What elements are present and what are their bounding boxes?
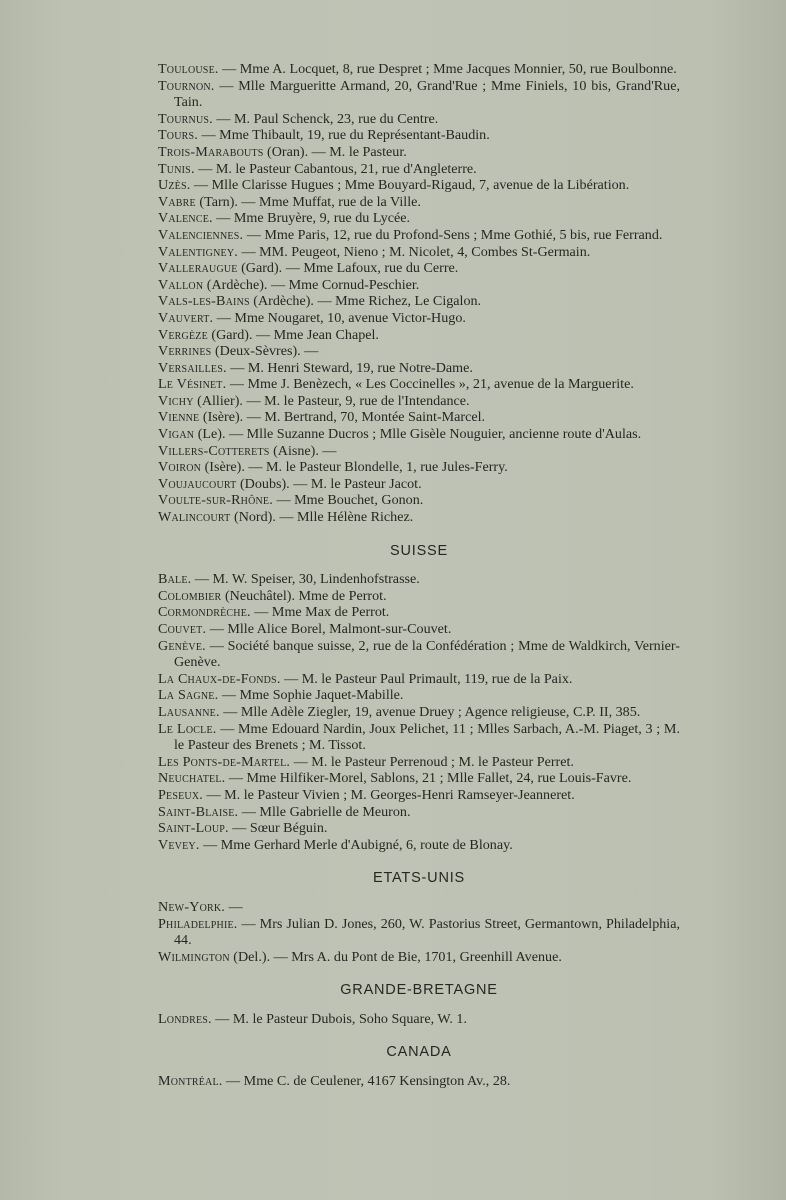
- entry-city: Verrines: [158, 343, 212, 360]
- directory-entry: [158, 409, 680, 426]
- directory-entry: [158, 476, 680, 493]
- entry-details: — M. le Pasteur Vivien ; M. Georges-Henri Ramseyer-Jeanneret.: [202, 786, 575, 803]
- entry-city: Tours.: [158, 127, 199, 144]
- directory-entry: [158, 604, 680, 621]
- entry-details: — Mme Gerhard Merle d'Aubigné, 6, route de Blonay.: [199, 836, 513, 853]
- directory-entry: [158, 61, 680, 78]
- entry-city: Philadelphie.: [158, 915, 238, 932]
- entry-details: — Mlle Gabrielle de Meuron.: [238, 803, 411, 820]
- directory-entry: [158, 949, 680, 966]
- section-title: ETATS-UNIS: [372, 870, 466, 887]
- entry-details: — Mme Hilfiker-Morel, Sablons, 21 ; Mlle Fallet, 24, rue Louis-Favre.: [225, 770, 632, 787]
- entry-city: Montréal.: [158, 1073, 223, 1090]
- directory-entry: [158, 111, 680, 128]
- directory-entry: [158, 754, 680, 771]
- entry-details: — Mrs Julian D. Jones, 260, W. Pastorius Street, Germantown, Philadelphia, 44.: [174, 915, 680, 949]
- entry-details: (Isère). — M. le Pasteur Blondelle, 1, rue Jules-Ferry.: [201, 459, 508, 476]
- entry-city: Tunis.: [158, 160, 195, 177]
- entry-city: Uzès.: [158, 177, 191, 194]
- entry-details: (Isère). — M. Bertrand, 70, Montée Saint-Marcel.: [199, 409, 486, 426]
- entry-details: (Le). — Mlle Suzanne Ducros ; Mlle Gisèle Nouguier, ancienne route d'Aulas.: [194, 426, 642, 443]
- directory-entry: [158, 621, 680, 638]
- entry-city: Valence.: [158, 210, 213, 227]
- country-sections: [158, 543, 680, 1090]
- entry-details: — M. le Pasteur Perrenoud ; M. le Pasteur Perret.: [290, 753, 574, 770]
- directory-entry: [158, 194, 680, 211]
- entry-city: La Sagne.: [158, 687, 219, 704]
- entry-city: Vigan: [158, 426, 195, 443]
- entry-details: (Gard). — Mme Jean Chapel.: [207, 326, 379, 343]
- directory-entry: [158, 899, 680, 916]
- entry-details: — Sœur Béguin.: [228, 820, 328, 837]
- entry-details: — M. Henri Steward, 19, rue Notre-Dame.: [226, 359, 473, 376]
- entry-details: — Mme J. Benèzech, « Les Coccinelles », 21, avenue de la Marguerite.: [226, 376, 634, 393]
- entry-city: Genève.: [158, 637, 206, 654]
- entry-details: — Mme A. Locquet, 8, rue Despret ; Mme Jacques Monnier, 50, rue Boulbonne.: [218, 61, 677, 77]
- entry-details: — Mme Max de Perrot.: [250, 604, 390, 621]
- entry-city: New-York.: [158, 898, 226, 915]
- entry-city: Villers-Cotterets: [158, 442, 270, 459]
- entry-details: — M. le Pasteur Cabantous, 21, rue d'Angleterre.: [194, 160, 477, 177]
- entry-details: (Aisne). —: [269, 442, 337, 459]
- entry-details: — Société banque suisse, 2, rue de la Confédération ; Mme de Waldkirch, Vernier-Genève.: [174, 637, 680, 671]
- entry-details: (Ardèche). — Mme Richez, Le Cigalon.: [249, 293, 482, 310]
- entry-city: Bale.: [158, 571, 192, 588]
- entry-city: Vauvert.: [158, 309, 214, 326]
- entry-details: (Gard). — Mme Lafoux, rue du Cerre.: [237, 260, 459, 277]
- entry-city: Valentigney.: [158, 243, 238, 260]
- entry-details: — Mme Thibault, 19, rue du Représentant-Baudin.: [198, 127, 490, 144]
- entry-details: (Nord). — Mlle Hélène Richez.: [230, 509, 414, 526]
- entry-city: Tournon.: [158, 77, 215, 94]
- directory-entry: [158, 293, 680, 310]
- entry-city: Londres.: [158, 1010, 212, 1027]
- directory-entry: [158, 671, 680, 688]
- directory-entry: [158, 916, 680, 949]
- section-title: SUISSE: [390, 542, 448, 559]
- entry-city: La Chaux-de-Fonds.: [158, 670, 281, 687]
- entry-city: Cormondrèche.: [158, 604, 251, 621]
- entry-city: Vevey.: [158, 836, 200, 853]
- entry-details: (Ardèche). — Mme Cornud-Peschier.: [203, 276, 420, 293]
- entry-details: (Tarn). — Mme Muffat, rue de la Ville.: [195, 193, 421, 210]
- entry-details: (Neuchâtel). Mme de Perrot.: [221, 587, 387, 604]
- directory-entry: [158, 127, 680, 144]
- entry-city: Les Ponts-de-Martel.: [158, 753, 291, 770]
- entry-details: — MM. Peugeot, Nieno ; M. Nicolet, 4, Combes St-Germain.: [237, 243, 591, 260]
- entry-city: Vals-les-Bains: [158, 293, 250, 310]
- directory-entry: [158, 459, 680, 476]
- directory-entry: [158, 310, 680, 327]
- entry-city: Saint-Loup.: [158, 820, 229, 837]
- directory-entry: [158, 687, 680, 704]
- entry-city: Toulouse.: [158, 61, 219, 77]
- entry-details: — M. W. Speiser, 30, Lindenhofstrasse.: [191, 571, 420, 588]
- section-title: GRANDE-BRETAGNE: [340, 982, 498, 999]
- entry-city: Walincourt: [158, 509, 231, 526]
- entry-details: — Mme Nougaret, 10, avenue Victor-Hugo.: [213, 309, 466, 326]
- entry-details: —: [225, 898, 243, 915]
- entry-city: Neuchatel.: [158, 770, 226, 787]
- entry-details: — M. le Pasteur Paul Primault, 119, rue de la Paix.: [280, 670, 573, 687]
- directory-entry: [158, 360, 680, 377]
- entry-city: Lausanne.: [158, 703, 220, 720]
- directory-entry: [158, 443, 680, 460]
- entry-city: Saint-Blaise.: [158, 803, 239, 820]
- directory-entry: [158, 1011, 680, 1028]
- directory-entry: [158, 721, 680, 754]
- directory-entry: [158, 161, 680, 178]
- entry-city: Trois-Marabouts: [158, 143, 264, 160]
- directory-entry: [158, 787, 680, 804]
- entry-city: Valleraugue: [158, 260, 238, 277]
- directory-entry: [158, 260, 680, 277]
- entry-details: — Mme Sophie Jaquet-Mabille.: [218, 687, 404, 704]
- entry-city: Voujaucourt: [158, 475, 237, 492]
- entry-details: — Mme Paris, 12, rue du Profond-Sens ; Mme Gothié, 5 bis, rue Ferrand.: [243, 226, 663, 243]
- directory-entry: [158, 704, 680, 721]
- section-title: CANADA: [386, 1044, 452, 1061]
- directory-entry: [158, 210, 680, 227]
- directory-entry: [158, 638, 680, 671]
- entry-city: Vallon: [158, 276, 204, 293]
- entry-city: Couvet.: [158, 621, 207, 637]
- directory-entry: [158, 343, 680, 360]
- entry-details: — Mlle Alice Borel, Malmont-sur-Couvet.: [206, 621, 452, 637]
- directory-entry: [158, 837, 680, 854]
- entry-city: Wilmington: [158, 948, 230, 965]
- entry-city: Versailles.: [158, 359, 227, 376]
- directory-entry: [158, 177, 680, 194]
- directory-entry: [158, 1073, 680, 1090]
- france-entries: [158, 61, 680, 526]
- directory-entry: [158, 804, 680, 821]
- entry-city: Tournus.: [158, 110, 213, 127]
- directory-entry: [158, 770, 680, 787]
- entry-city: Voiron: [158, 459, 202, 476]
- entry-city: Voulte-sur-Rhône.: [158, 492, 273, 509]
- entry-details: — Mme Bouchet, Gonon.: [272, 492, 424, 509]
- entry-details: (Deux-Sèvres). —: [211, 343, 319, 360]
- directory-entry: [158, 588, 680, 605]
- directory-entry: [158, 571, 680, 588]
- entry-details: — Mlle Clarisse Hugues ; Mme Bouyard-Rigaud, 7, avenue de la Libération.: [190, 177, 630, 194]
- directory-entry: [158, 327, 680, 344]
- entry-details: — Mme Bruyère, 9, rue du Lycée.: [212, 210, 411, 227]
- directory-entry: [158, 277, 680, 294]
- directory-content: [158, 61, 680, 1090]
- entry-details: (Doubs). — M. le Pasteur Jacot.: [236, 475, 422, 492]
- entry-details: (Del.). — Mrs A. du Pont de Bie, 1701, Greenhill Avenue.: [229, 948, 562, 965]
- entry-details: — M. le Pasteur Dubois, Soho Square, W. 1.: [211, 1010, 467, 1027]
- directory-entry: [158, 144, 680, 161]
- entry-details: (Allier). — M. le Pasteur, 9, rue de l'Intendance.: [193, 392, 470, 409]
- entry-details: — Mlle Adèle Ziegler, 19, avenue Druey ; Agence religieuse, C.P. II, 385.: [219, 703, 641, 720]
- directory-entry: [158, 376, 680, 393]
- entry-city: Colombier: [158, 587, 222, 604]
- entry-city: Le Vésinet.: [158, 376, 227, 393]
- directory-entry: [158, 509, 680, 526]
- entry-details: — Mme C. de Ceulener, 4167 Kensington Av., 28.: [222, 1073, 511, 1090]
- directory-entry: [158, 78, 680, 111]
- directory-entry: [158, 426, 680, 443]
- entry-city: Valenciennes.: [158, 226, 244, 243]
- entry-details: — Mme Edouard Nardin, Joux Pelichet, 11 ; Mlles Sarbach, A.-M. Piaget, 3 ; M. le Pasteur des Brenets ; M. Tissot.: [174, 720, 680, 754]
- directory-entry: [158, 244, 680, 261]
- entry-details: — Mlle Margueritte Armand, 20, Grand'Rue ; Mme Finiels, 10 bis, Grand'Rue, Tain.: [174, 77, 680, 111]
- directory-entry: [158, 393, 680, 410]
- entry-city: Vienne: [158, 409, 200, 426]
- directory-entry: [158, 820, 680, 837]
- entry-details: — M. Paul Schenck, 23, rue du Centre.: [212, 110, 439, 127]
- directory-entry: [158, 227, 680, 244]
- entry-city: Vabre: [158, 193, 196, 210]
- directory-entry: [158, 492, 680, 509]
- entry-city: Vichy: [158, 392, 194, 409]
- entry-city: Peseux.: [158, 786, 203, 803]
- entry-details: (Oran). — M. le Pasteur.: [263, 143, 407, 160]
- entry-city: Vergèze: [158, 326, 208, 343]
- entry-city: Le Locle.: [158, 720, 217, 737]
